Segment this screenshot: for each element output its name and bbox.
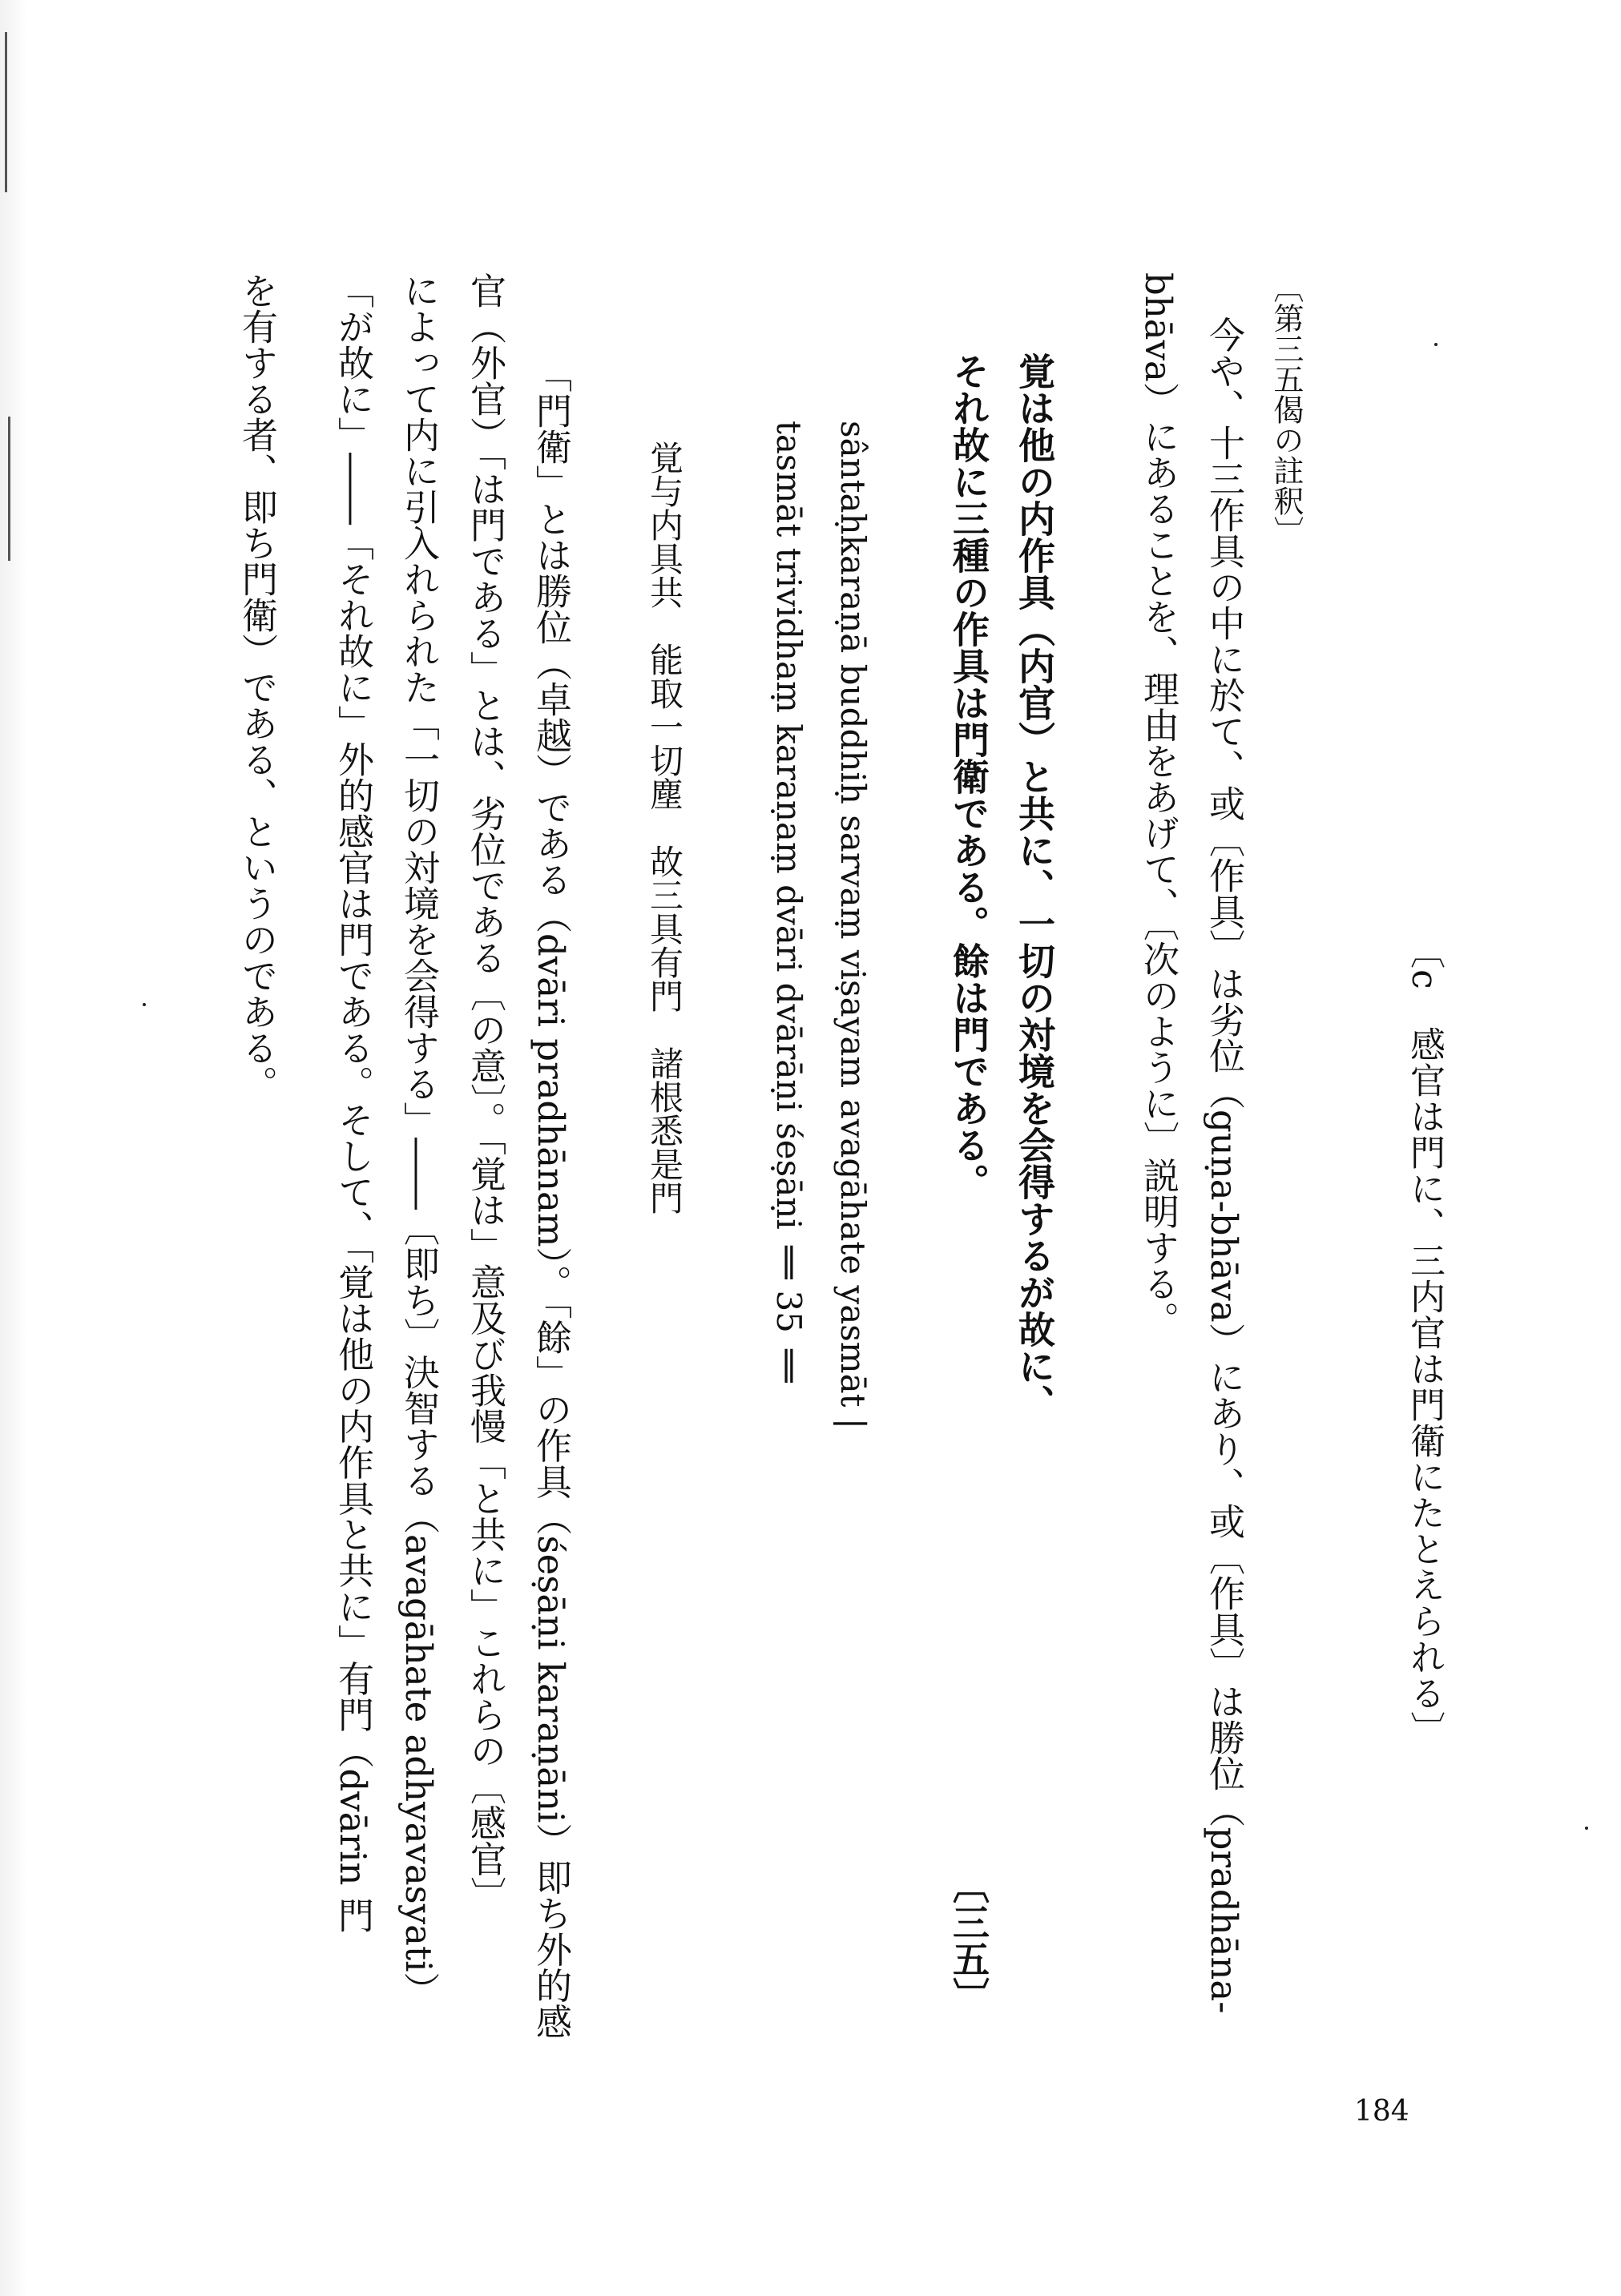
- scan-mark: [5, 32, 7, 192]
- paragraph2-line-5: を有する者、即ち門衛）である、というのである。: [236, 272, 278, 1102]
- speck: [1585, 1827, 1588, 1830]
- speck: [1434, 343, 1438, 346]
- page-number: 184: [1354, 2095, 1409, 2128]
- verse-translation-line-2: それ故に三種の作具は門衛である。餘は門である。: [947, 352, 990, 1200]
- commentary-label: 〔第三五偈の註釈〕: [1268, 272, 1304, 546]
- sanskrit-line-1: sântaḥkaraṇā buddhiḥ sarvaṃ viṣayam avagāhate yasmāt |: [833, 421, 873, 1430]
- speck: [143, 1003, 146, 1006]
- scan-edge: [0, 0, 27, 2296]
- paragraph2-line-3: によって内に引入れられた「一切の対境を会得する」――〔即ち〕決智する（avagāhate adhyavasyati）: [397, 272, 440, 2008]
- paragraph1-line-2: bhāva）にあることを、理由をあげて、〔次のように〕説明する。: [1137, 272, 1179, 1338]
- sanskrit-line-2: tasmāt trividhaṃ karaṇaṃ dvāri dvārāṇi śeṣāṇi ‖ 35 ‖: [769, 421, 808, 1384]
- paragraph2-line-4: 「が故に」――「それ故に」外的感官は門である。そして、「覚は他の内作具と共に」有門（dvārin 門: [332, 272, 374, 1933]
- section-heading: 〔c 感官は門に、三内官は門衛にたとえられる〕: [1404, 933, 1445, 1747]
- scan-mark: [8, 417, 10, 561]
- verse-translation-line-1: 覚は他の内作具（内官）と共に、一切の対境を会得するが故に、: [1013, 352, 1056, 1421]
- paragraph2-line-1: 「門衛」とは勝位（卓越）である（dvāri pradhānam）。「餘」の作具（śeṣāṇi karaṇāni）即ち外的感: [530, 356, 572, 2040]
- paragraph2-line-2: 官（外官）「は門である」とは、劣位である〔の意〕。「覚は」意及び我慢「と共に」これらの〔感官〕: [464, 272, 506, 1913]
- paragraph1-line-1: 今や、十三作具の中に於て、或〔作具〕は劣位（guṇa-bhāva）にあり、或〔作具〕は勝位（pradhāna-: [1203, 316, 1245, 2014]
- chinese-verse: 覚与内具共 能取一切塵 故三具有門 諸根悉是門: [645, 441, 684, 1214]
- verse-number: 〔三五〕: [947, 1867, 990, 2014]
